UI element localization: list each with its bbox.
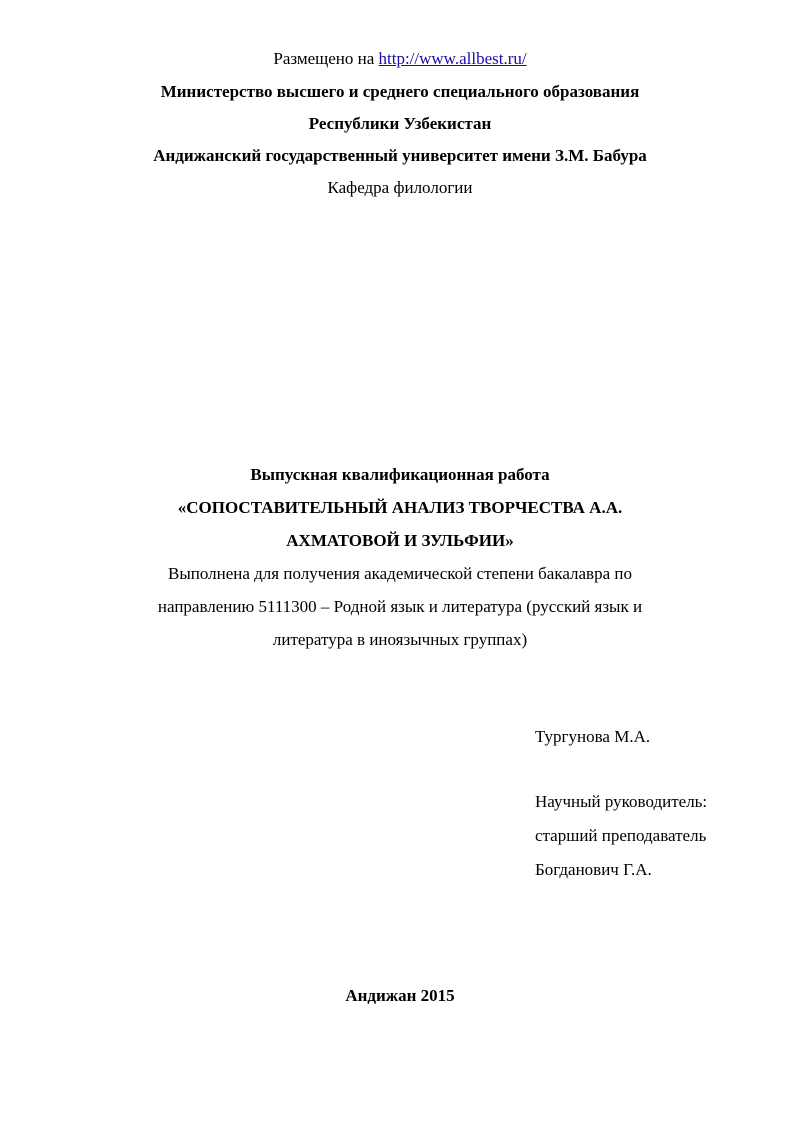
ministry-name: Министерство высшего и среднего специального образования xyxy=(160,82,640,101)
allbest-link[interactable]: http://www.allbest.ru/ xyxy=(378,49,527,68)
advisor-position: старший преподаватель xyxy=(535,826,707,845)
thesis-title-block xyxy=(0,458,800,656)
author-name: Тургунова М.А. xyxy=(535,727,651,746)
city-year-block xyxy=(0,980,800,1012)
purpose-line-3: литература в иноязычных группах) xyxy=(272,630,528,649)
university-name: Андижанский государственный университет имени З.М. Бабура xyxy=(153,146,647,165)
city-year: Андижан 2015 xyxy=(345,986,455,1005)
republic-name: Республики Узбекистан xyxy=(308,114,492,133)
placed-on-line xyxy=(0,42,800,76)
topic-line-1: «СОПОСТАВИТЕЛЬНЫЙ АНАЛИЗ ТВОРЧЕСТВА А.А. xyxy=(177,498,623,517)
author-block xyxy=(535,720,785,753)
topic-line-2: АХМАТОВОЙ И ЗУЛЬФИИ» xyxy=(286,531,514,550)
advisor-label: Научный руководитель: xyxy=(535,792,708,811)
advisor-block xyxy=(535,785,785,887)
placed-on-prefix: Размещено на xyxy=(273,49,379,68)
title-page-header xyxy=(0,42,800,204)
advisor-name: Богданович Г.А. xyxy=(535,860,652,879)
purpose-line-2: направлению 5111300 – Родной язык и литература (русский язык и xyxy=(157,597,643,616)
department-name: Кафедра филологии xyxy=(327,178,473,197)
purpose-line-1: Выполнена для получения академической степени бакалавра по xyxy=(168,564,632,583)
work-type: Выпускная квалификационная работа xyxy=(250,465,550,484)
